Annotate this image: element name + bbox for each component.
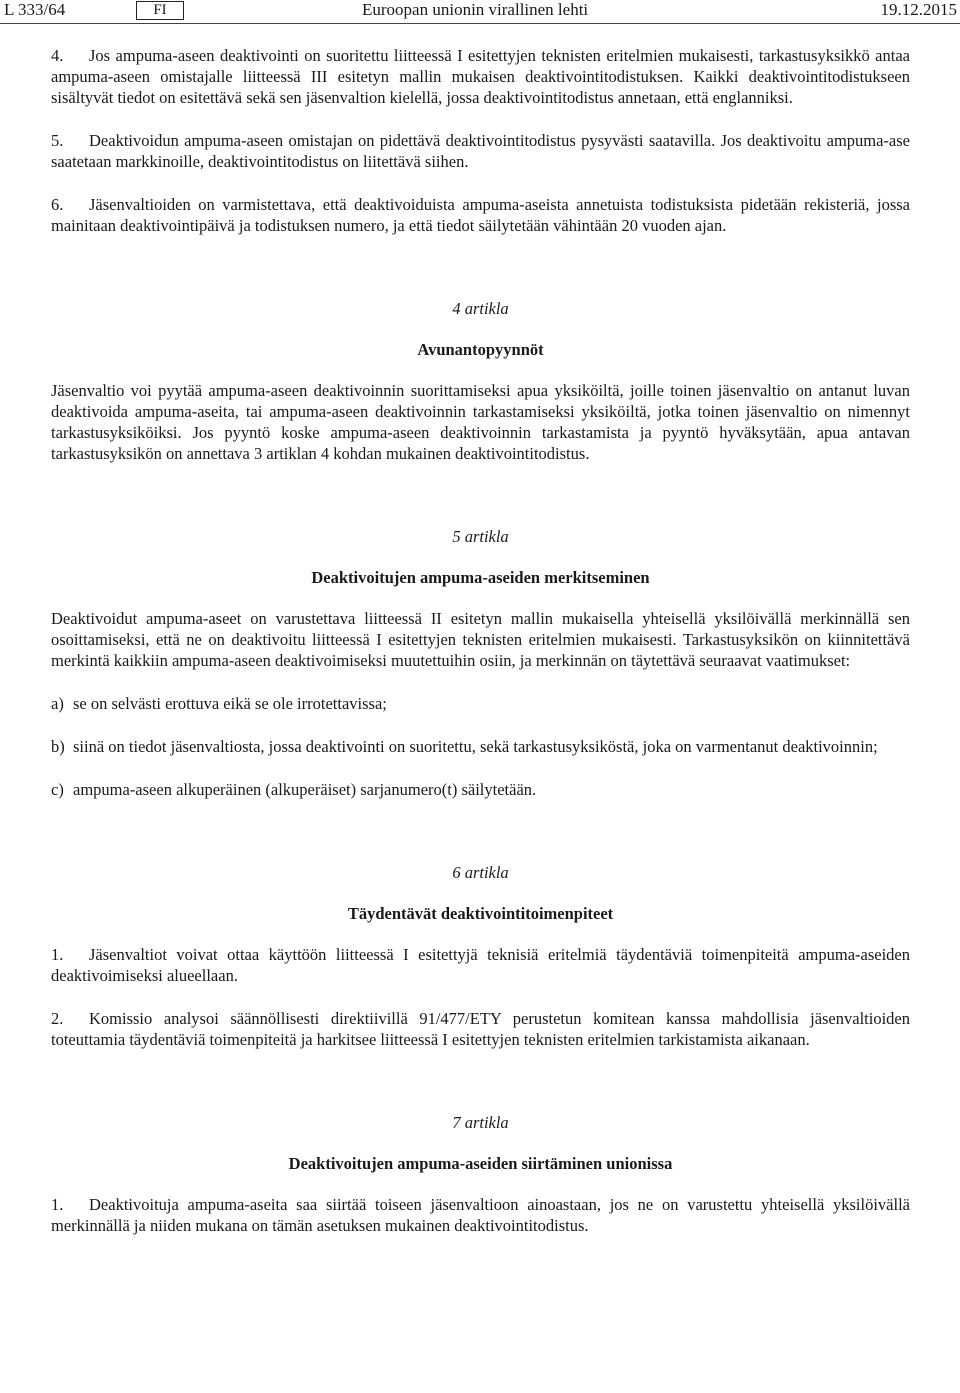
paragraph-number: 1. <box>51 1195 64 1214</box>
paragraph-number: 2. <box>51 1009 64 1028</box>
list-item-text: siinä on tiedot jäsenvaltiosta, jossa deaktivointi on suoritettu, sekä tarkastusyksiköstä, joka on varmentanut deaktivoinnin; <box>73 737 878 756</box>
paragraph-text: Jäsenvaltioiden on varmistettava, että deaktivoiduista ampuma-aseista annetuista todistuksista pidetään rekisteriä, jossa mainitaan deaktivointipäivä ja todistuksen numero, ja että tiedot säilytetään vähintään 20 vuoden ajan. <box>51 195 910 235</box>
list-item <box>51 736 910 757</box>
paragraph-6 <box>51 194 910 236</box>
article-4-number: 4 artikla <box>452 299 509 318</box>
article-5-title: Deaktivoitujen ampuma-aseiden merkitseminen <box>311 568 650 587</box>
paragraph-text: Komissio analysoi säännöllisesti direktiivillä 91/477/ETY perustetun komitean kanssa mahdollisia jäsenvaltioiden toteuttamia täydentäviä toimenpiteitä ja harkitsee liitteessä I esitettyjen teknisten eritelmien tarkistamista aikanaan. <box>51 1009 910 1049</box>
paragraph-text: Jos ampuma-aseen deaktivointi on suoritettu liitteessä I esitettyjen teknisten eritelmien mukaisesti, tarkastusyksikkö antaa ampuma-aseen omistajalle liitteessä III esitetyn mallin mukaisen deaktivointitodistuksen. Kaikki deaktivointitodistukseen sisältyvät tiedot on esitettävä sekä sen jäsenvaltion kielellä, jossa deaktivointitodistus annetaan, että englanniksi. <box>51 46 910 107</box>
page-number: L 333/64 <box>4 0 66 19</box>
journal-title: Euroopan unionin virallinen lehti <box>362 0 589 19</box>
paragraph-text: Deaktivoidun ampuma-aseen omistajan on pidettävä deaktivointitodistus pysyvästi saatavilla. Jos deaktivoitu ampuma-ase saatetaan markkinoille, deaktivointitodistus on liitettävä siihen. <box>51 131 910 171</box>
document-body <box>51 45 910 1236</box>
article-7-paragraph-1 <box>51 1194 910 1236</box>
publication-date: 19.12.2015 <box>880 0 957 19</box>
paragraph-number: 5. <box>51 131 64 150</box>
article-6-title: Täydentävät deaktivointitoimenpiteet <box>347 904 614 923</box>
page-header <box>0 0 960 22</box>
language-badge: FI <box>136 1 184 20</box>
article-6-paragraph-1 <box>51 944 910 986</box>
article-7-number: 7 artikla <box>452 1113 509 1132</box>
paragraph-number: 1. <box>51 945 64 964</box>
paragraph-text: Deaktivoituja ampuma-aseita saa siirtää toiseen jäsenvaltioon ainoastaan, jos ne on varustettu yhteisellä yksilöivällä merkinnällä ja niiden mukana on tämän asetuksen mukainen deaktivointitodistus. <box>51 1195 910 1235</box>
list-item-label: a) <box>51 694 64 713</box>
paragraph-text: Jäsenvaltiot voivat ottaa käyttöön liitteessä I esitettyjä teknisiä eritelmiä täydentäviä toimenpiteitä ampuma-aseiden deaktivoimiseksi alueellaan. <box>51 945 910 985</box>
article-6-paragraph-2 <box>51 1008 910 1050</box>
article-7-title: Deaktivoitujen ampuma-aseiden siirtäminen unionissa <box>288 1154 673 1173</box>
article-5-number: 5 artikla <box>452 527 509 546</box>
article-6-number: 6 artikla <box>452 863 509 882</box>
list-item <box>51 779 910 800</box>
article-5-text: Deaktivoidut ampuma-aseet on varustettava liitteessä II esitetyn mallin mukaisella yhteisellä yksilöivällä merkinnällä sen osoittamiseksi, että ne on deaktivoitu liitteessä I esitettyjen teknisten eritelmien mukaisesti. Tarkastusyksikön on kiinnitettävä merkintä kaikkiin ampuma-aseen deaktivoimiseksi muutettuihin osiin, ja merkinnän on täytettävä seuraavat vaatimukset: <box>51 609 910 670</box>
header-divider <box>0 23 960 24</box>
article-4-text: Jäsenvaltio voi pyytää ampuma-aseen deaktivoinnin suorittamiseksi apua yksiköiltä, joille toinen jäsenvaltio on antanut luvan deaktivoida ampuma-aseita, tai ampuma-aseen deaktivoinnin tarkastamiseksi yksiköiltä, jotka toinen jäsenvaltio on nimennyt tarkastusyksiköiksi. Jos pyyntö koske ampuma-aseen deaktivoinnin tarkastamista ja pyyntö hyväksytään, apua antavan tarkastusyksikön on annettava 3 artiklan 4 kohdan mukainen deaktivointitodistus. <box>51 381 910 463</box>
paragraph-5 <box>51 130 910 172</box>
list-item-label: c) <box>51 780 64 799</box>
list-item-text: se on selvästi erottuva eikä se ole irrotettavissa; <box>73 694 387 713</box>
article-4-title: Avunantopyynnöt <box>417 340 544 359</box>
list-item <box>51 693 910 714</box>
paragraph-number: 4. <box>51 46 64 65</box>
list-item-label: b) <box>51 737 65 756</box>
paragraph-4 <box>51 45 910 108</box>
list-item-text: ampuma-aseen alkuperäinen (alkuperäiset) sarjanumero(t) säilytetään. <box>73 780 537 799</box>
paragraph-number: 6. <box>51 195 64 214</box>
